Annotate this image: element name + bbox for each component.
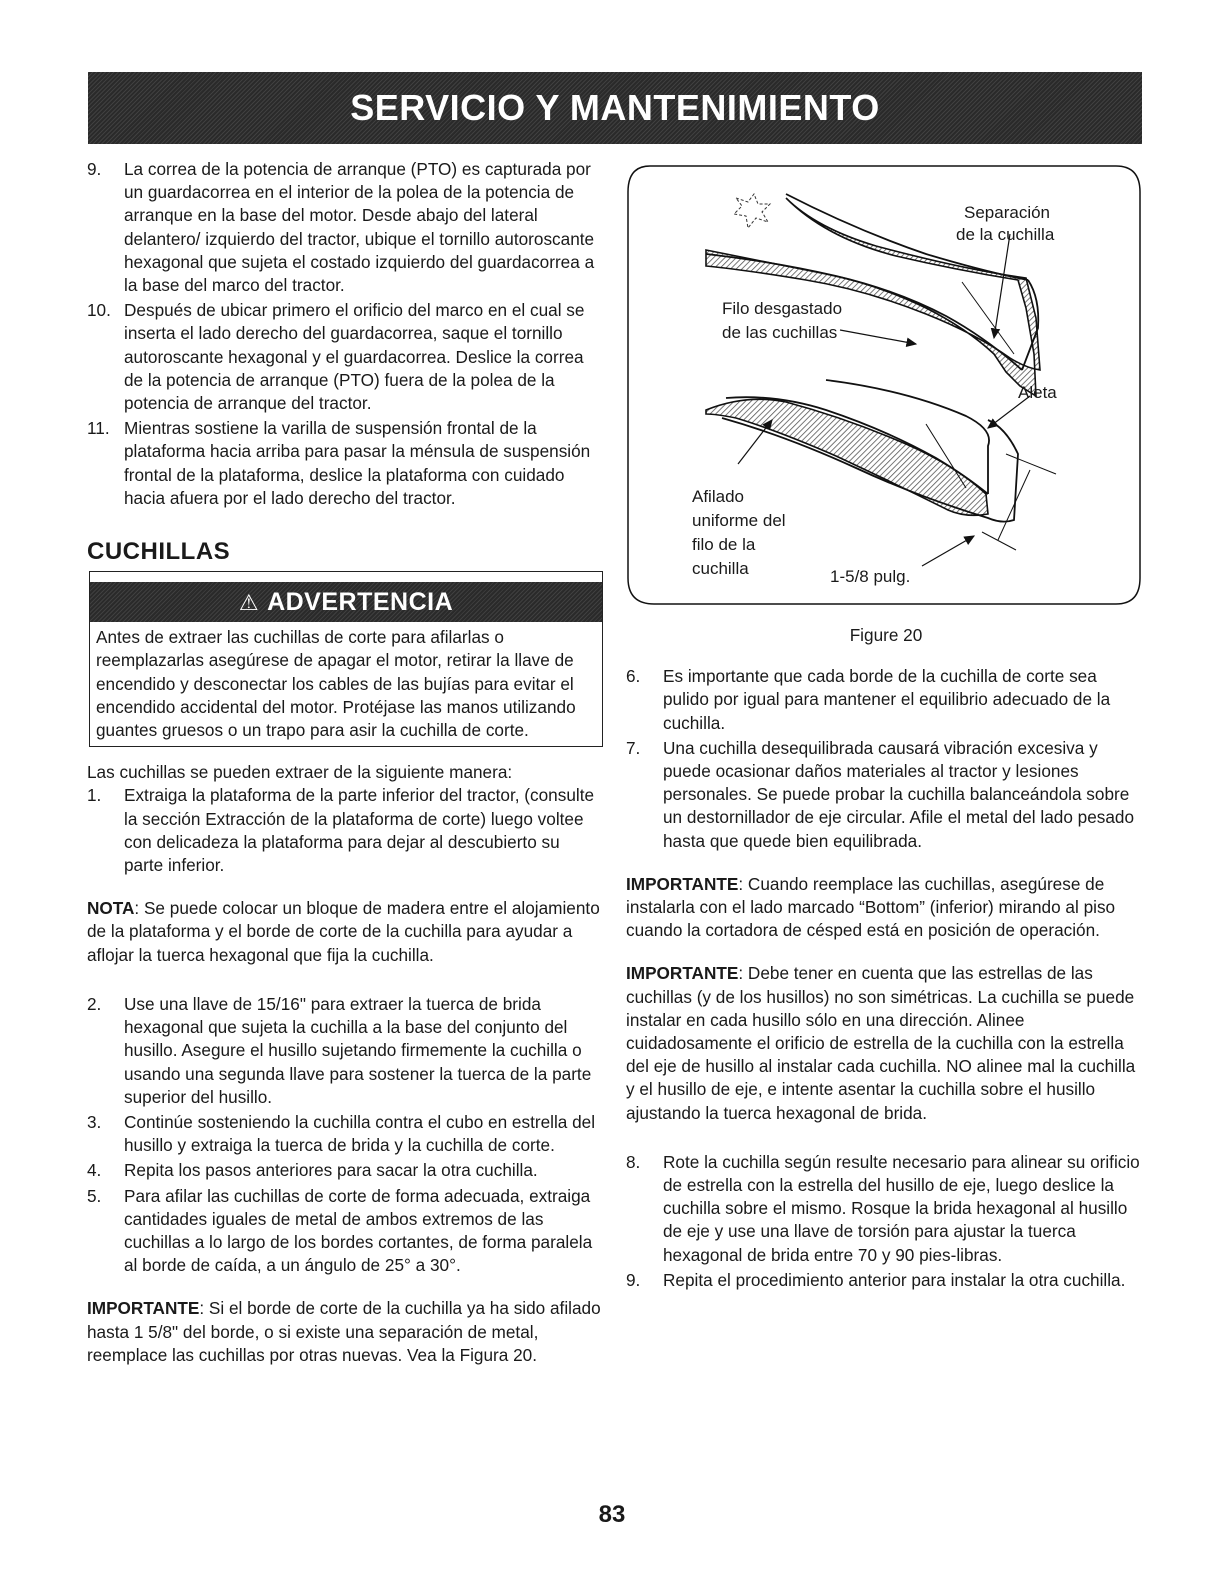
note-label: NOTA: [87, 898, 135, 919]
label-sharp-4: cuchilla: [692, 559, 749, 578]
note-paragraph: NOTA: Se puede colocar un bloque de madera entre el alojamiento de la plataforma y el borde de corte de la cuchilla para ayudar a aflojar la tuerca hexagonal que fija la cuchilla.: [87, 898, 600, 965]
list-item: 8. Rote la cuchilla según resulte necesario para alinear su orificio de estrella con la estrella del husillo de eje, luego deslice la cuchilla sobre el mismo. Rosque la brida hexagonal al husillo de eje y use una llave de torsión para ajustar la tuerca hexagonal de brida entre 70 y 90 pies-libras.: [626, 1151, 1140, 1265]
figure-20: [626, 158, 1146, 606]
label-separation-2: de la cuchilla: [956, 225, 1055, 244]
label-sharp-3: filo de la: [692, 535, 756, 554]
list-item: 9. La correa de la potencia de arranque (PTO) es capturada por un guardacorrea en el interior de la polea de la potencia de arranque en la base del motor. Desde abajo del lateral delantero/ izquierdo del tractor, ubique el tornillo autoroscante hexagonal que sujeta el costado izquierdo del guardacorrea a la base del marco del tractor.: [87, 159, 595, 296]
figure-caption: Figure 20: [849, 625, 923, 645]
header-banner: [88, 72, 1142, 144]
important-paragraph: IMPORTANTE: Debe tener en cuenta que las estrellas de las cuchillas (y de los husillos) no son simétricas. La cuchilla se puede instalar en cada husillo sólo en una dirección. Alinee cuidadosamente el orificio de estrella de la cuchilla con la estrella del eje de husillo al instalar cada cuchilla. NO alinee mal la cuchilla y el husillo de eje, e intente asentar la cuchilla sobre el husillo ajustando la tuerca hexagonal de brida.: [626, 963, 1136, 1123]
section-title: CUCHILLAS: [87, 538, 231, 566]
label-worn: Filo desgastado: [722, 299, 843, 318]
warning-title: ADVERTENCIA: [267, 587, 454, 616]
important-paragraph: IMPORTANTE: Si el borde de corte de la cuchilla ya ha sido afilado hasta 1 5/8" del borde, o si existe una separación de metal, reemplace las cuchillas por otras nuevas. Vea la Figura 20.: [87, 1298, 601, 1365]
list-item: 10. Después de ubicar primero el orificio del marco en el cual se inserta el lado derecho del guardacorrea, saque el tornillo autoroscante hexagonal y el guardacorrea. Deslice la correa de la potencia de arranque (PTO) fuera de la polea de la potencia de arranque del tractor.: [87, 300, 585, 414]
warning-text: Antes de extraer las cuchillas de corte para afilarlas o reemplazarlas asegúrese de apagar el motor, retirar la llave de encendido y desconectar los cables de las bujías para evitar el encendido accidental del motor. Protéjase las manos utilizando guantes gruesos o un trapo para asir la cuchilla de corte.: [96, 627, 576, 741]
list-item: 7. Una cuchilla desequilibrada causará vibración excesiva y puede ocasionar daños materiales al tractor y lesiones personales. Se puede probar la cuchilla balanceándola sobre un destornillador de eje circular. Afile el metal del lado pesado hasta que quede bien equilibrada.: [626, 737, 1135, 851]
left-column: [87, 158, 603, 1367]
important-label: IMPORTANTE: [87, 1298, 200, 1319]
important-label: IMPORTANTE: [626, 963, 739, 984]
list-item: 3. Continúe sosteniendo la cuchilla contra el cubo en estrella del husillo y extraiga la tuerca de brida y la cuchilla de corte.: [87, 1111, 596, 1156]
blade-diagram: [626, 158, 1146, 606]
list-item: 5. Para afilar las cuchillas de corte de forma adecuada, extraiga cantidades iguales de metal de ambos extremos de las cuchillas a lo largo de los bordes cortantes, de forma paralela al borde de caída, a un ángulo de 25° a 30°.: [87, 1185, 593, 1276]
steps-list-right-a: [626, 665, 1146, 853]
label-worn-2: de las cuchillas: [722, 323, 838, 342]
intro-text: Las cuchillas se pueden extraer de la siguiente manera:: [87, 762, 513, 783]
label-dimension: 1-5/8 pulg.: [830, 567, 911, 586]
list-item: 1. Extraiga la plataforma de la parte inferior del tractor, (consulte la sección Extracción de la plataforma de corte) luego voltee con delicadeza la plataforma para dejar al descubierto su parte inferior.: [87, 785, 595, 876]
steps-list-right-b: [626, 1151, 1146, 1292]
list-item: 9. Repita el procedimiento anterior para instalar la otra cuchilla.: [626, 1269, 1126, 1290]
warning-box: [89, 571, 603, 747]
label-sharp: Afilado: [692, 487, 744, 506]
star-hole-icon: [734, 194, 770, 228]
warning-header: [90, 582, 602, 622]
list-item: 11. Mientras sostiene la varilla de suspensión frontal de la plataforma hacia arriba para pasar la ménsula de suspensión frontal de la plataforma, deslice la plataforma con cuidado hacia afuera por el lado derecho del tractor.: [87, 418, 591, 508]
list-item: 4. Repita los pasos anteriores para sacar la otra cuchilla.: [87, 1160, 538, 1181]
important-label: IMPORTANTE: [626, 873, 739, 894]
label-fin: Aleta: [1018, 383, 1057, 402]
steps-list-top: [87, 158, 603, 510]
label-sharp-2: uniforme del: [692, 511, 786, 530]
steps-list-a: [87, 784, 603, 877]
page-number: 83: [598, 1501, 626, 1528]
important-paragraph: IMPORTANTE: Cuando reemplace las cuchillas, asegúrese de instalarla con el lado marcado “Bottom” (inferior) mirando al piso cuando la cortadora de césped está en posición de operación.: [626, 873, 1116, 941]
label-separation: Separación: [964, 203, 1051, 222]
page-title: SERVICIO Y MANTENIMIENTO: [350, 87, 880, 128]
steps-list-b: [87, 993, 603, 1277]
list-item: 6. Es importante que cada borde de la cuchilla de corte sea pulido por igual para mantener el equilibrio adecuado de la cuchilla.: [626, 666, 1111, 733]
right-column: [626, 158, 1146, 1292]
list-item: 2. Use una llave de 15/16" para extraer la tuerca de brida hexagonal que sujeta la cuchilla a la base del conjunto del husillo. Asegure el husillo sujetando firmemente la cuchilla o usando una segunda llave para sostener la tuerca de la parte superior del husillo.: [87, 993, 592, 1107]
warning-icon: ⚠: [238, 589, 260, 615]
